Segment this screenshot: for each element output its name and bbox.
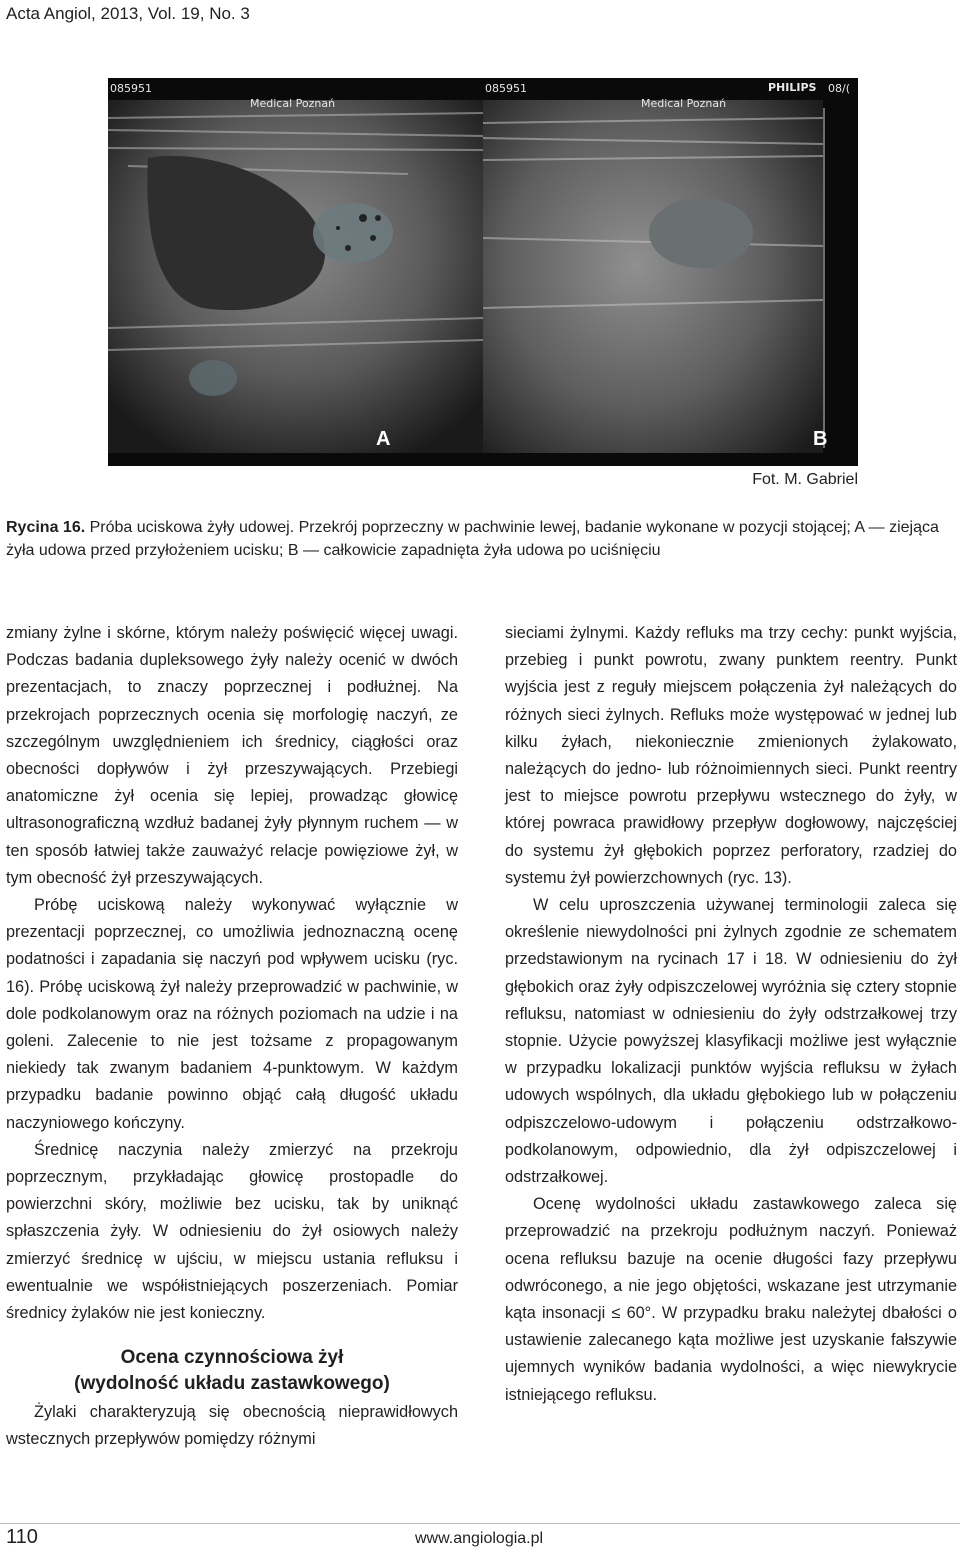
caption-text: Próba uciskowa żyły udowej. Przekrój poprzeczny w pachwinie lewej, badanie wykonane w pozycji stojącej; A — ziejąca żyła udowa przed przyłożeniem ucisku; B — całkowicie zapadnięta żyła udowa po uciśnięciu	[6, 519, 939, 559]
panel-b-letter: B	[813, 428, 828, 450]
ultrasound-panel-b	[483, 78, 858, 466]
section-heading-line: (wydolność układu zastawkowego)	[74, 1373, 390, 1395]
left-column	[6, 620, 458, 1454]
paragraph: Żylaki charakteryzują się obecnością nieprawidłowych wstecznych przepływów pomiędzy różnymi	[6, 1403, 458, 1449]
caption-label: Rycina 16.	[6, 519, 86, 536]
section-heading	[6, 1345, 458, 1397]
paragraph: sieciami żylnymi. Każdy refluks ma trzy cechy: punkt wyjścia, przebieg i punkt powrotu, zwany punktem reentry. Punkt wyjścia jest z reguły miejscem połączenia żył należących do różnych sieci żylnych. Refluks może występować w jednej lub kilku żyłach, niekoniecznie zmienionych żylakowato, należących do jedno- lub różnoimiennych sieci. Punkt reentry jest to miejsce powrotu przepływu wstecznego do żyły, w której powraca prawidłowy przepływ dogłowowy, najczęściej do systemu żył głębokich poprzez perforatory, rzadziej do systemu żył powierzchownych (ryc. 13).	[505, 624, 957, 887]
section-heading-line: Ocena czynnościowa żył	[120, 1347, 344, 1369]
paragraph: W celu uproszczenia używanej terminologii zaleca się określenie niewydolności pni żylnych zgodnie ze schematem przedstawionym na rycinach 17 i 18. W odniesieniu do żył głębokich oraz żyły odpiszczelowej wyróżnia się cztery stopnie refluksu, natomiast w odniesieniu do żyły odstrzałkowej trzy stopnie. Użycie powyższej klasyfikacji możliwe jest wyłącznie w przypadku lokalizacji punktów wyjścia refluksu w żyłach udowych wspólnych, dla układu głębokiego lub w połączeniu odpiszczelowo-udowym i połączeniu odstrzałkowo-podkolanowym, odpowiednio, dla żył odpiszczelowej i odstrzałkowej.	[505, 896, 957, 1187]
ultrasound-figure	[108, 78, 858, 466]
panel-a-id: 085951	[110, 82, 152, 95]
paragraph: Ocenę wydolności układu zastawkowego zaleca się przeprowadzić na przekroju podłużnym naczyń. Ponieważ ocena refluksu bazuje na ocenie długości fazy przepływu odwróconego, a nie jego objętości, wskazane jest utrzymanie kąta insonacji ≤ 60°. W przypadku braku należytej dbałości o ustawienie zalecanego kąta możliwe jest uzyskanie fałszywie ujemnych wyników badania wydolności, a więc niewykrycie istniejącego refluksu.	[505, 1195, 957, 1404]
paragraph: Średnicę naczynia należy zmierzyć na przekroju poprzecznym, przykładając głowicę prostopadle do powierzchni skóry, możliwie bez ucisku, tak by uniknąć spłaszczenia żyły. W odniesieniu do żył osiowych należy zmierzyć średnicę w ujściu, w miejscu ustania refluksu i ewentualnie we współistniejących poszerzeniach. Pomiar średnicy żylaków nie jest konieczny.	[6, 1140, 458, 1323]
footer-divider	[0, 1523, 960, 1524]
ultrasound-image-a	[108, 78, 483, 466]
panel-b-id: 085951	[485, 82, 527, 95]
paragraph: zmiany żylne i skórne, którym należy poświęcić więcej uwagi. Podczas badania dupleksowego żyły należy ocenić w dwóch prezentacjach, to znaczy poprzecznej i podłużnej. Na przekrojach poprzecznych ocenia się morfologię naczyń, ze szczególnym uwzględnieniem ich średnicy, ciągłości oraz obecności dopływów i żył przeszywających. Przebiegi anatomiczne żył ocenia się lepiej, prowadząc głowicę ultrasonograficzną wzdłuż badanej żyły płynnym ruchem — w ten sposób łatwiej także zauważyć relacje powięziowe żył, w tym obecność żył przeszywających.	[6, 624, 458, 887]
photo-credit: Fot. M. Gabriel	[752, 471, 858, 488]
ultrasound-panel-a	[108, 78, 483, 466]
panel-b-brand: PHILIPS	[768, 81, 817, 94]
panel-a-institution: Medical Poznań	[250, 97, 336, 110]
panel-b-institution: Medical Poznań	[641, 97, 727, 110]
paragraph: Próbę uciskową należy wykonywać wyłącznie w prezentacji poprzecznej, co umożliwia jednoznaczną ocenę podatności i zapadania się naczyń pod wpływem ucisku (ryc. 16). Próbę uciskową żył należy przeprowadzić w pachwinie, w dole podkolanowym oraz na różnych poziomach na udzie i na goleni. Zalecenie to nie jest tożsame z propagowanym niekiedy tak zwanym badaniem 4-punktowym. W każdym przypadku badanie powinno objąć całą długość układu naczyniowego kończyny.	[6, 896, 458, 1132]
figure-caption	[6, 516, 946, 562]
right-column	[505, 620, 957, 1409]
ultrasound-image-b	[483, 78, 858, 466]
panel-b-date: 08/(	[828, 82, 850, 95]
panel-a-letter: A	[376, 428, 391, 450]
journal-header: Acta Angiol, 2013, Vol. 19, No. 3	[6, 4, 250, 23]
footer-url[interactable]: www.angiologia.pl	[415, 1530, 544, 1547]
page-number: 110	[6, 1526, 38, 1548]
